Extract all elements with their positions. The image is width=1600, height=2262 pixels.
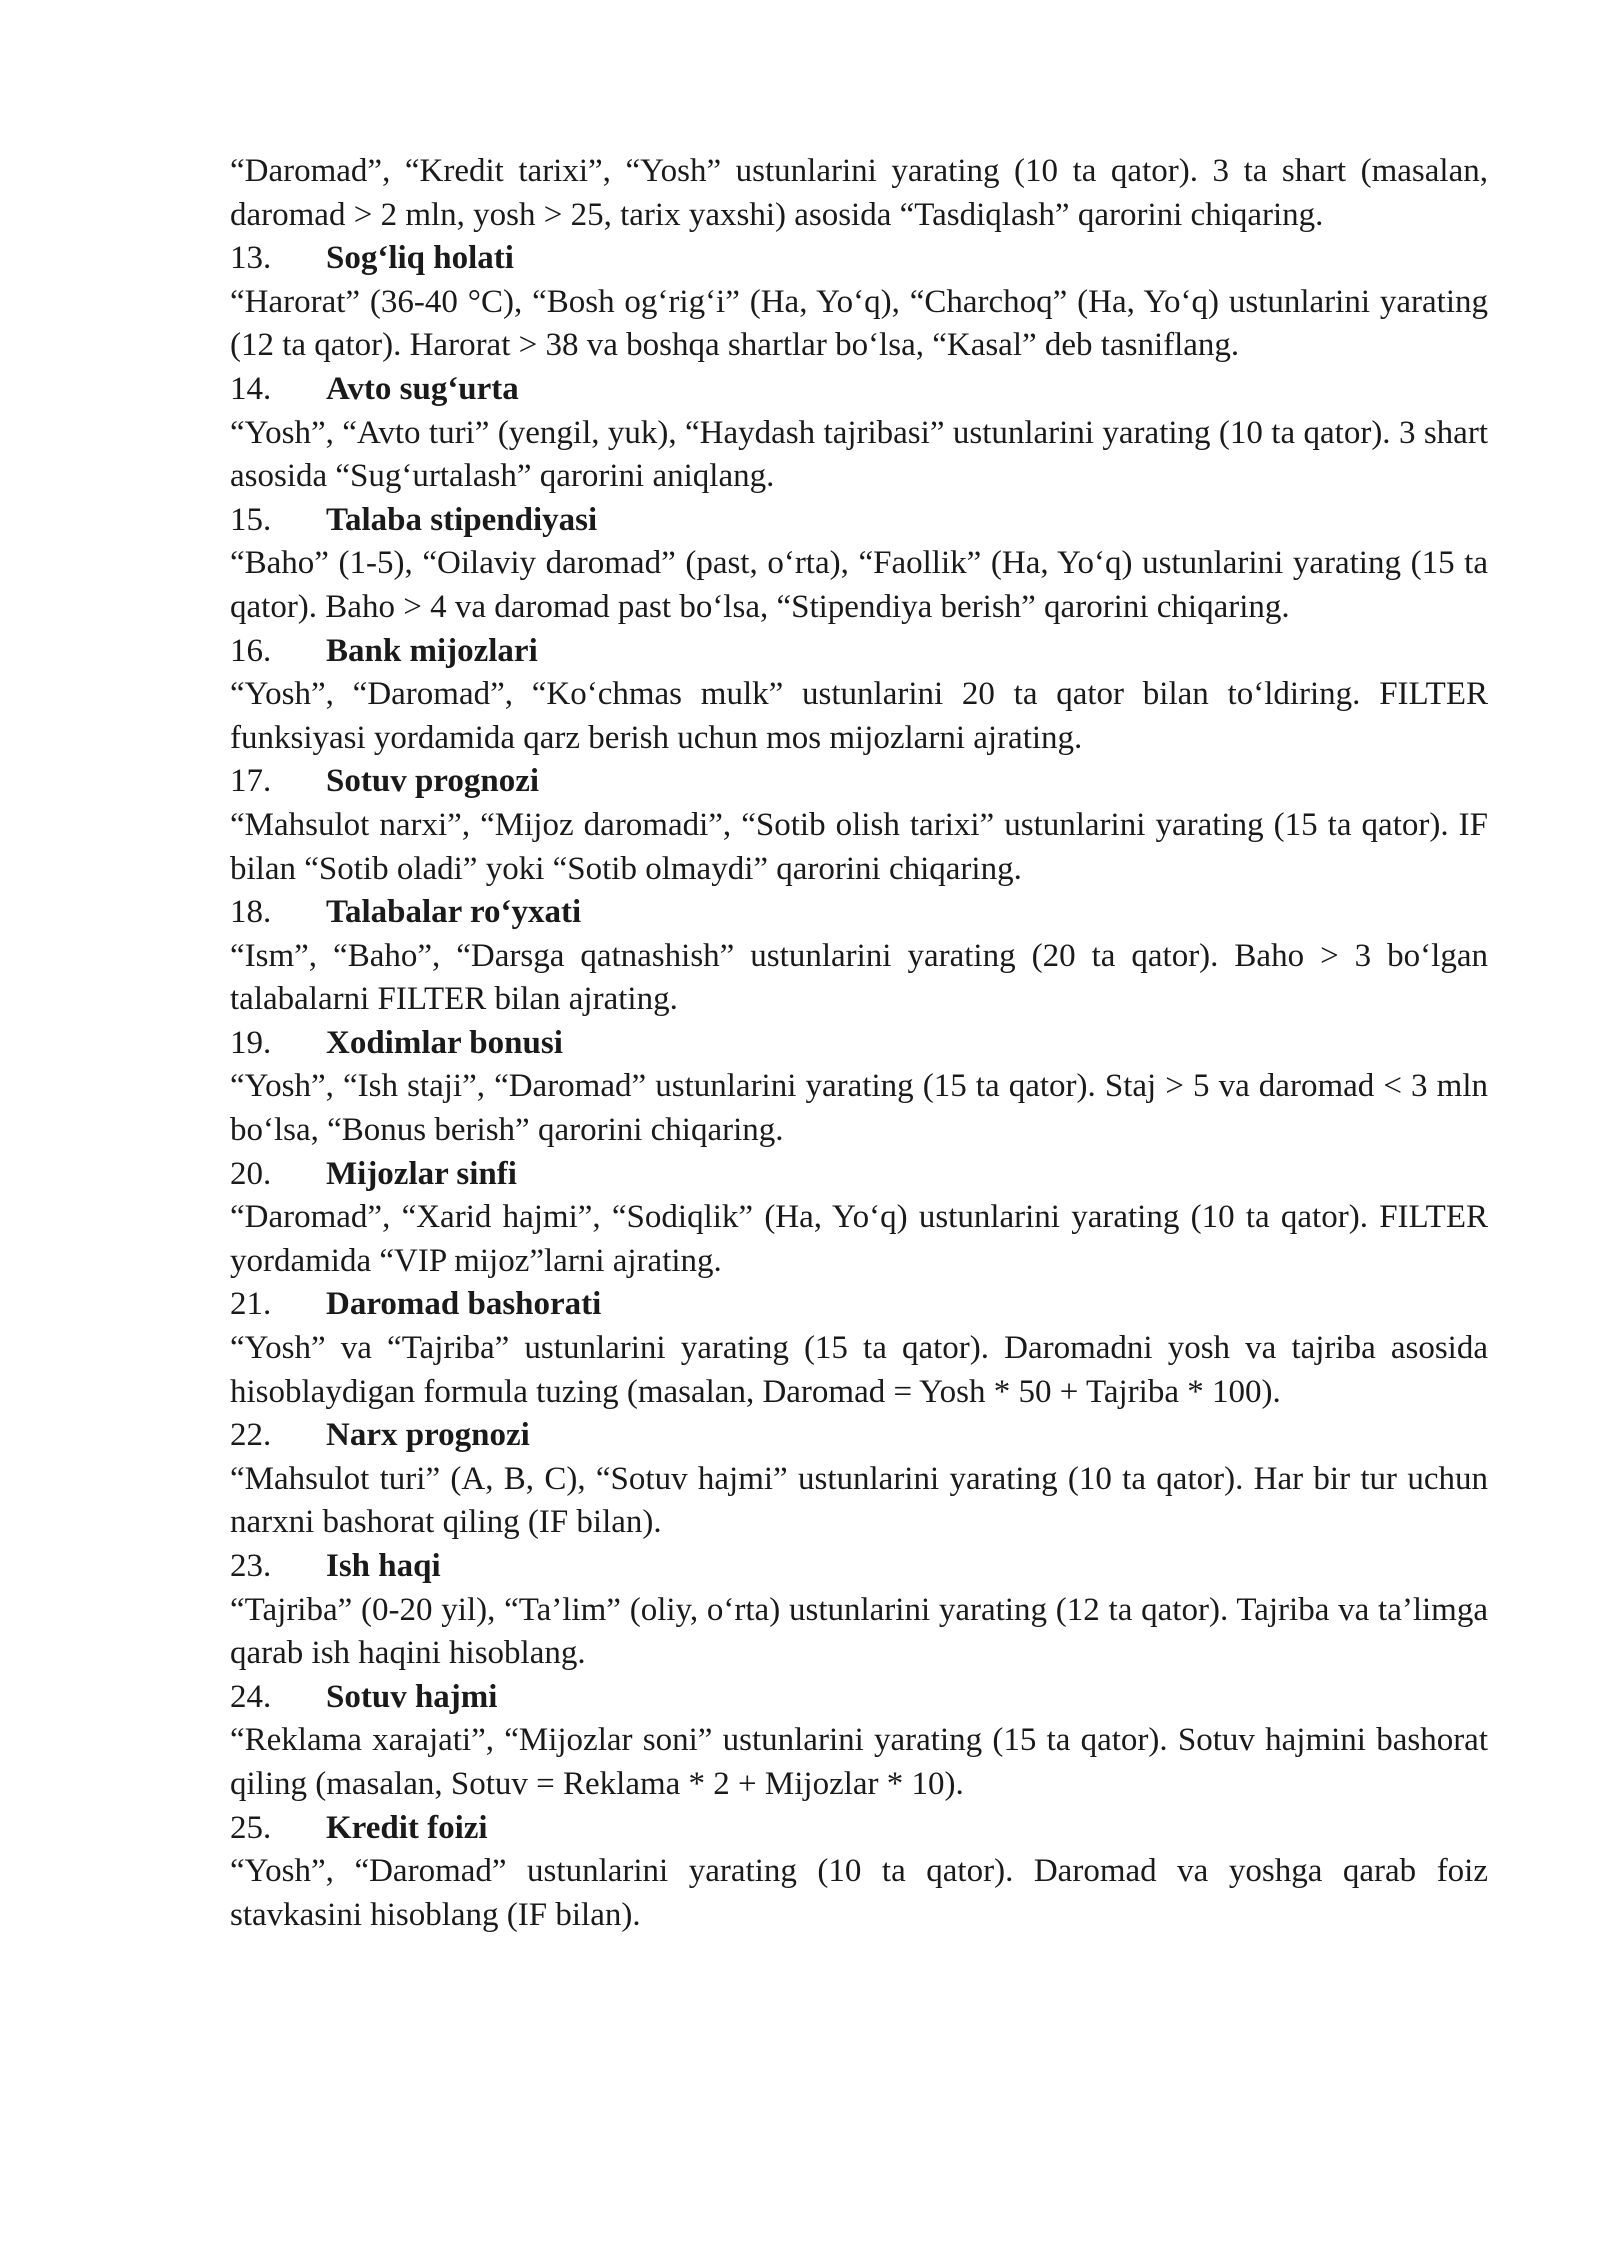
task-title: Talabalar ro‘yxati	[326, 894, 582, 931]
task-number: 24.	[230, 1678, 272, 1715]
task-description: “Yosh” va “Tajriba” ustunlarini yarating (15 ta qator). Daromadni yosh va tajriba asosida hisoblaydigan formula tuzing (masalan, Daromad = Yosh * 50 + Tajriba * 100).	[230, 1330, 1488, 1410]
task-number: 21.	[230, 1286, 272, 1323]
task-title: Xodimlar bonusi	[326, 1024, 563, 1061]
task-description: “Mahsulot turi” (A, B, C), “Sotuv hajmi” ustunlarini yarating (10 ta qator). Har bir tur uchun narxni bashorat qiling (IF bilan).	[230, 1460, 1488, 1541]
task-title: Sotuv hajmi	[326, 1678, 498, 1715]
task-title: Daromad bashorati	[326, 1286, 602, 1323]
task-heading	[230, 499, 1488, 543]
task-heading	[230, 1545, 1488, 1589]
task-number: 19.	[230, 1024, 272, 1061]
task-title: Kredit foizi	[326, 1809, 488, 1846]
task-number: 23.	[230, 1548, 272, 1584]
task-number: 17.	[230, 763, 272, 800]
task-number: 18.	[230, 894, 272, 931]
task-heading	[230, 1807, 1488, 1851]
task-heading	[230, 1022, 1488, 1066]
task-title: Narx prognozi	[326, 1417, 530, 1454]
task-title: Avto sug‘urta	[326, 370, 519, 407]
task-title: Ish haqi	[326, 1548, 441, 1584]
task-number: 14.	[230, 370, 272, 407]
intro-paragraph: “Daromad”, “Kredit tarixi”, “Yosh” ustunlarini yarating (10 ta qator). 3 ta shart (masalan, daromad > 2 mln, yosh > 25, tarix yaxshi) asosida “Tasdiqlash” qarorini chiqaring.	[230, 153, 1488, 233]
task-heading	[230, 1153, 1488, 1197]
task-number: 15.	[230, 501, 272, 538]
task-heading	[230, 1414, 1488, 1458]
document-page	[230, 150, 1488, 1937]
task-number: 22.	[230, 1417, 272, 1454]
task-title: Sog‘liq holati	[326, 240, 514, 277]
task-description: “Yosh”, “Daromad”, “Ko‘chmas mulk” ustunlarini 20 ta qator bilan to‘ldiring. FILTER funksiyasi yordamida qarz berish uchun mos mijozlarni ajrating.	[230, 676, 1488, 756]
task-title: Mijozlar sinfi	[326, 1155, 517, 1192]
task-heading	[230, 891, 1488, 935]
task-description: “Yosh”, “Daromad” ustunlarini yarating (10 ta qator). Daromad va yoshga qarab foiz stavkasini hisoblang (IF bilan).	[230, 1853, 1488, 1933]
task-description: “Yosh”, “Avto turi” (yengil, yuk), “Haydash tajribasi” ustunlarini yarating (10 ta qator). 3 shart asosida “Sug‘urtalash” qarorini aniqlang.	[230, 414, 1488, 495]
task-list	[230, 237, 1488, 1937]
task-description: “Reklama xarajati”, “Mijozlar soni” ustunlarini yarating (15 ta qator). Sotuv hajmini bashorat qiling (masalan, Sotuv = Reklama * 2 + Mijozlar * 10).	[230, 1722, 1488, 1802]
task-number: 16.	[230, 632, 272, 669]
task-number: 13.	[230, 240, 272, 277]
task-description: “Tajriba” (0-20 yil), “Ta’lim” (oliy, o‘rta) ustunlarini yarating (12 ta qator). Tajriba va ta’limga qarab ish haqini hisoblang.	[230, 1591, 1488, 1672]
task-heading	[230, 368, 1488, 412]
task-heading	[230, 630, 1488, 674]
task-description: “Harorat” (36-40 °C), “Bosh og‘rig‘i” (Ha, Yo‘q), “Charchoq” (Ha, Yo‘q) ustunlarini yarating (12 ta qator). Harorat > 38 va boshqa shartlar bo‘lsa, “Kasal” deb tasniflang.	[230, 283, 1488, 364]
task-description: “Baho” (1-5), “Oilaviy daromad” (past, o‘rta), “Faollik” (Ha, Yo‘q) ustunlarini yarating (15 ta qator). Baho > 4 va daromad past bo‘lsa, “Stipendiya berish” qarorini chiqaring.	[230, 545, 1488, 625]
task-description: “Yosh”, “Ish staji”, “Daromad” ustunlarini yarating (15 ta qator). Staj > 5 va daromad < 3 mln bo‘lsa, “Bonus berish” qarorini chiqaring.	[230, 1068, 1488, 1149]
task-number: 25.	[230, 1809, 272, 1846]
task-heading	[230, 237, 1488, 281]
task-heading	[230, 1283, 1488, 1327]
task-description: “Mahsulot narxi”, “Mijoz daromadi”, “Sotib olish tarixi” ustunlarini yarating (15 ta qator). IF bilan “Sotib oladi” yoki “Sotib olmaydi” qarorini chiqaring.	[230, 806, 1488, 887]
task-number: 20.	[230, 1155, 272, 1192]
task-description: “Ism”, “Baho”, “Darsga qatnashish” ustunlarini yarating (20 ta qator). Baho > 3 bo‘lgan talabalarni FILTER bilan ajrating.	[230, 937, 1488, 1018]
task-description: “Daromad”, “Xarid hajmi”, “Sodiqlik” (Ha, Yo‘q) ustunlarini yarating (10 ta qator). FILTER yordamida “VIP mijoz”larni ajrating.	[230, 1199, 1488, 1279]
task-heading	[230, 760, 1488, 804]
task-heading	[230, 1676, 1488, 1720]
task-title: Bank mijozlari	[326, 632, 538, 669]
task-title: Talaba stipendiyasi	[326, 501, 598, 538]
task-title: Sotuv prognozi	[326, 763, 540, 800]
